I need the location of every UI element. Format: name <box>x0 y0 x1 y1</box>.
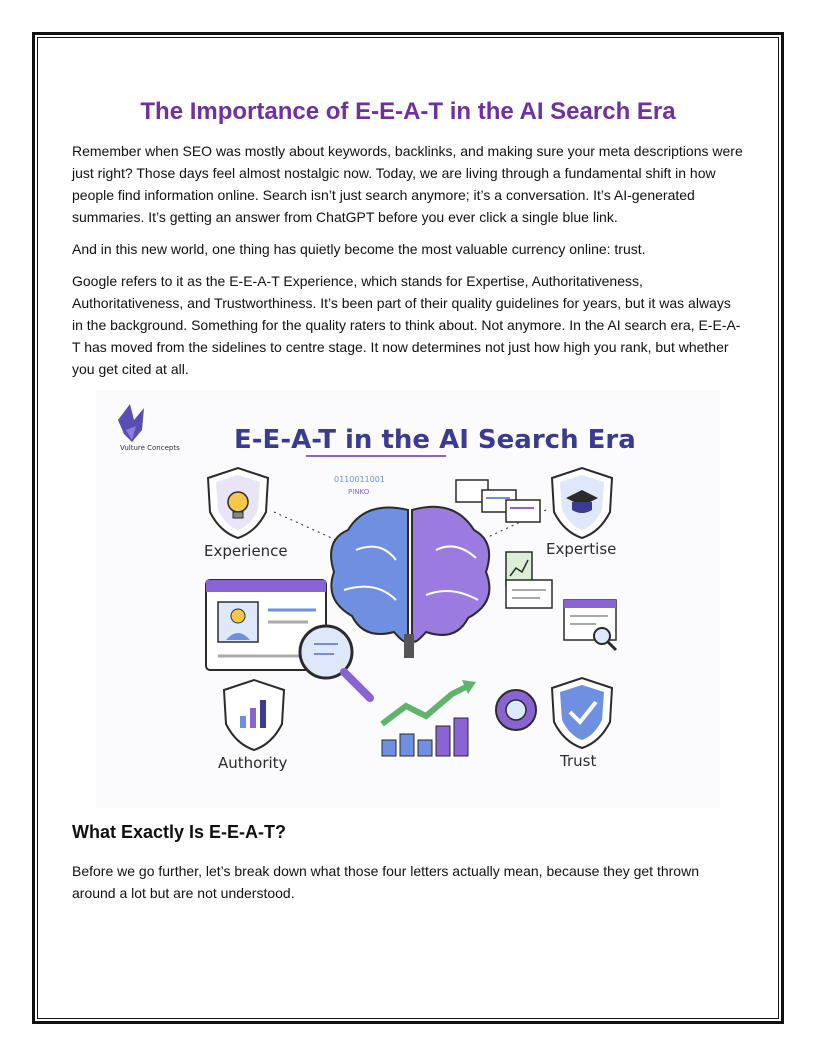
label-experience: Experience <box>204 542 288 560</box>
paragraph-eeat: Google refers to it as the E-E-A-T Experience, which stands for Expertise, Authoritativeness, Authoritativeness, and Trustworthiness. It’s been part of their quality guidelines for years, but it was always in the background. Something for the quality raters to think about. Not anymore. In the AI search era, E-E-A-T has moved from the sidelines to centre stage. It now determines not just how high you rank, but whether you get cited at all. <box>72 273 741 377</box>
label-authority: Authority <box>218 754 288 772</box>
label-trust: Trust <box>560 752 597 770</box>
section-body <box>72 860 744 914</box>
eeat-illustration <box>96 390 720 808</box>
illustration-title: E-E-A-T in the AI Search Era <box>234 425 636 455</box>
label-expertise: Expertise <box>546 540 617 558</box>
section-heading: What Exactly Is E-E-A-T? <box>72 822 287 842</box>
gear-icon <box>496 690 536 730</box>
paragraph-trust: And in this new world, one thing has quietly become the most valuable currency online: trust. <box>72 241 646 257</box>
binary-text: 0110011001 <box>334 475 385 484</box>
paragraph-intro: Remember when SEO was mostly about keywords, backlinks, and making sure your meta descriptions were just right? Those days feel almost nostalgic now. Today, we are living through a fundamental shift in how people find information online. Search isn’t just search anymore; it’s a conversation. It’s AI-generated summaries. It’s getting an answer from ChatGPT before you ever click a single blue link. <box>72 143 743 225</box>
document-title: The Importance of E-E-A-T in the AI Search Era <box>140 98 676 125</box>
binary-text-2: PINKO <box>348 488 370 496</box>
document-body <box>72 96 744 390</box>
section-paragraph: Before we go further, let’s break down what those four letters actually mean, because they get thrown around a lot but are not understood. <box>72 863 699 901</box>
logo-text: Vulture Concepts <box>120 444 180 452</box>
